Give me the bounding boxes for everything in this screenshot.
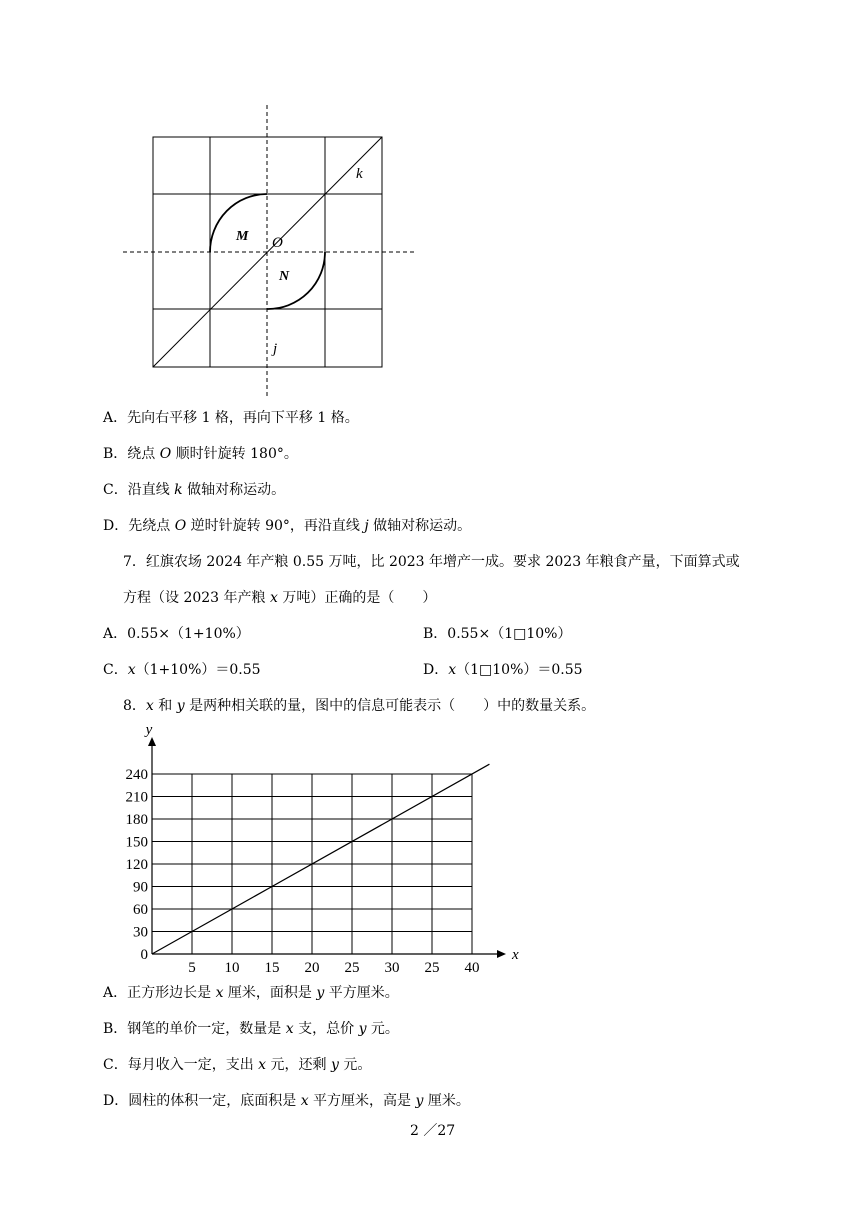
q7-option-d (423, 661, 583, 679)
var-x: x (269, 590, 278, 606)
curve-n (267, 252, 325, 309)
q8-option-text: 钢笔的单价一定，数量是 (127, 1021, 286, 1037)
q7-option-letter: D． (423, 662, 449, 678)
x-tick-label: 30 (384, 960, 400, 976)
x-axis-arrow (497, 950, 506, 958)
x-axis-label: x (512, 947, 519, 963)
y-tick-label: 180 (125, 812, 148, 828)
q8-option-text: 每月收入一定，支出 (127, 1057, 259, 1073)
q7-option-b (423, 625, 571, 643)
q8-option-text: 元。 (366, 1021, 399, 1037)
q6-option-c (103, 481, 285, 499)
label-j: j (273, 341, 278, 357)
q8-stem-text: 是两种相关联的量，图中的信息可能表示（ ）中的数量关系。 (184, 698, 596, 714)
q6-option-letter: B． (103, 446, 128, 462)
q6-option-text: 做轴对称运动。 (368, 518, 472, 534)
q6-option-text: 逆时针旋转 90°，再沿直线 (186, 518, 365, 534)
q7-stem-line1: 7．红旗农场 2024 年产粮 0.55 万吨，比 2023 年增产一成。要求 2023 年粮食产量，下面算式或 (123, 554, 740, 570)
line-j-ref: j (364, 518, 369, 534)
point-o: O (174, 518, 187, 534)
x-tick-label: 40 (464, 960, 480, 976)
var-x: x (300, 1093, 309, 1109)
y-tick-label: 90 (133, 879, 148, 896)
label-n: N (279, 269, 290, 284)
var-y: y (330, 1057, 339, 1073)
y-axis-label: y (145, 722, 153, 738)
q8-option-letter: A． (103, 985, 128, 1001)
q8-option-letter: D． (103, 1093, 129, 1109)
q6-option-b (103, 445, 298, 463)
q6-option-text: 顺时针旋转 180°。 (171, 446, 298, 462)
q6-option-letter: A． (103, 410, 128, 426)
y-tick-label: 240 (125, 767, 148, 783)
q8-option-a (103, 984, 399, 1002)
q8-stem (123, 697, 595, 715)
q8-option-text: 厘米。 (423, 1093, 470, 1109)
var-y: y (415, 1093, 424, 1109)
q6-option-text: 绕点 (127, 446, 160, 462)
y-tick-label: 60 (133, 902, 148, 918)
q6-option-text: 先向右平移 1 格，再向下平移 1 格。 (127, 410, 359, 426)
var-y: y (358, 1021, 367, 1037)
var-x: x (285, 1021, 294, 1037)
var-y: y (316, 985, 325, 1001)
q6-option-text: 沿直线 (127, 482, 175, 498)
var-x: x (127, 662, 136, 678)
y-axis-arrow (148, 737, 156, 746)
q7-stem-line2 (123, 589, 436, 607)
label-k: k (356, 166, 363, 182)
q6-option-text: 先绕点 (128, 518, 175, 534)
q8-line-chart (118, 722, 518, 977)
q8-option-text: 平方厘米，高是 (308, 1093, 416, 1109)
q8-option-text: 圆柱的体积一定，底面积是 (128, 1093, 301, 1109)
q8-option-b (103, 1020, 399, 1038)
page-number: 2 ／27 (410, 1123, 456, 1139)
q8-number: 8． (123, 698, 146, 714)
y-tick-label: 210 (125, 789, 148, 806)
y-tick-label: 120 (125, 857, 148, 873)
q7-stem-text: 方程（设 2023 年产粮 (123, 590, 270, 606)
q7-option-letter: A． (103, 626, 128, 642)
q6-option-text: 做轴对称运动。 (182, 482, 286, 498)
line-k-ref: k (174, 482, 183, 498)
q8-option-text: 正方形边长是 (127, 985, 216, 1001)
var-y: y (176, 698, 185, 714)
series-line (152, 764, 489, 954)
q7-option-text: （1□10%）＝0.55 (456, 662, 583, 678)
origin-label: 0 (140, 947, 148, 963)
y-tick-label: 150 (125, 834, 148, 851)
q8-stem-text: 和 (153, 698, 177, 714)
q8-option-text: 支，总价 (293, 1021, 359, 1037)
y-tick-label: 30 (133, 924, 148, 941)
x-tick-label: 5 (188, 960, 196, 976)
q8-option-c (103, 1056, 371, 1074)
x-tick-label: 10 (224, 960, 240, 976)
q8-option-text: 元。 (338, 1057, 372, 1073)
var-x: x (258, 1057, 267, 1073)
var-x: x (215, 985, 224, 1001)
x-tick-label: 25 (344, 960, 360, 976)
q8-option-text: 元，还剩 (266, 1057, 331, 1073)
q7-option-text: 0.55×（1□10%） (447, 626, 572, 642)
x-tick-label: 15 (264, 960, 280, 976)
var-x: x (448, 662, 457, 678)
q7-option-text: 0.55×（1+10%） (127, 626, 250, 642)
q8-option-letter: C． (103, 1057, 128, 1073)
q8-option-d (103, 1092, 470, 1110)
q7-option-a (103, 625, 250, 643)
q7-option-c (103, 661, 261, 679)
q7-option-letter: C． (103, 662, 128, 678)
q6-option-d (103, 517, 471, 535)
label-m: M (236, 229, 249, 244)
point-o: O (159, 446, 172, 462)
var-x: x (145, 698, 154, 714)
q6-option-a (103, 409, 359, 427)
q7-option-letter: B． (423, 626, 448, 642)
q7-option-text: （1+10%）＝0.55 (135, 662, 261, 678)
q8-option-text: 平方厘米。 (324, 985, 399, 1001)
q8-option-text: 厘米，面积是 (223, 985, 317, 1001)
label-o: O (272, 235, 283, 251)
x-tick-label: 20 (304, 960, 320, 976)
q6-option-letter: C． (103, 482, 128, 498)
q6-option-letter: D． (103, 518, 129, 534)
figure-grid-transform (115, 100, 425, 400)
q8-option-letter: B． (103, 1021, 128, 1037)
q7-stem-text: 万吨）正确的是（ ） (277, 590, 437, 606)
x-tick-label: 25 (424, 960, 440, 976)
